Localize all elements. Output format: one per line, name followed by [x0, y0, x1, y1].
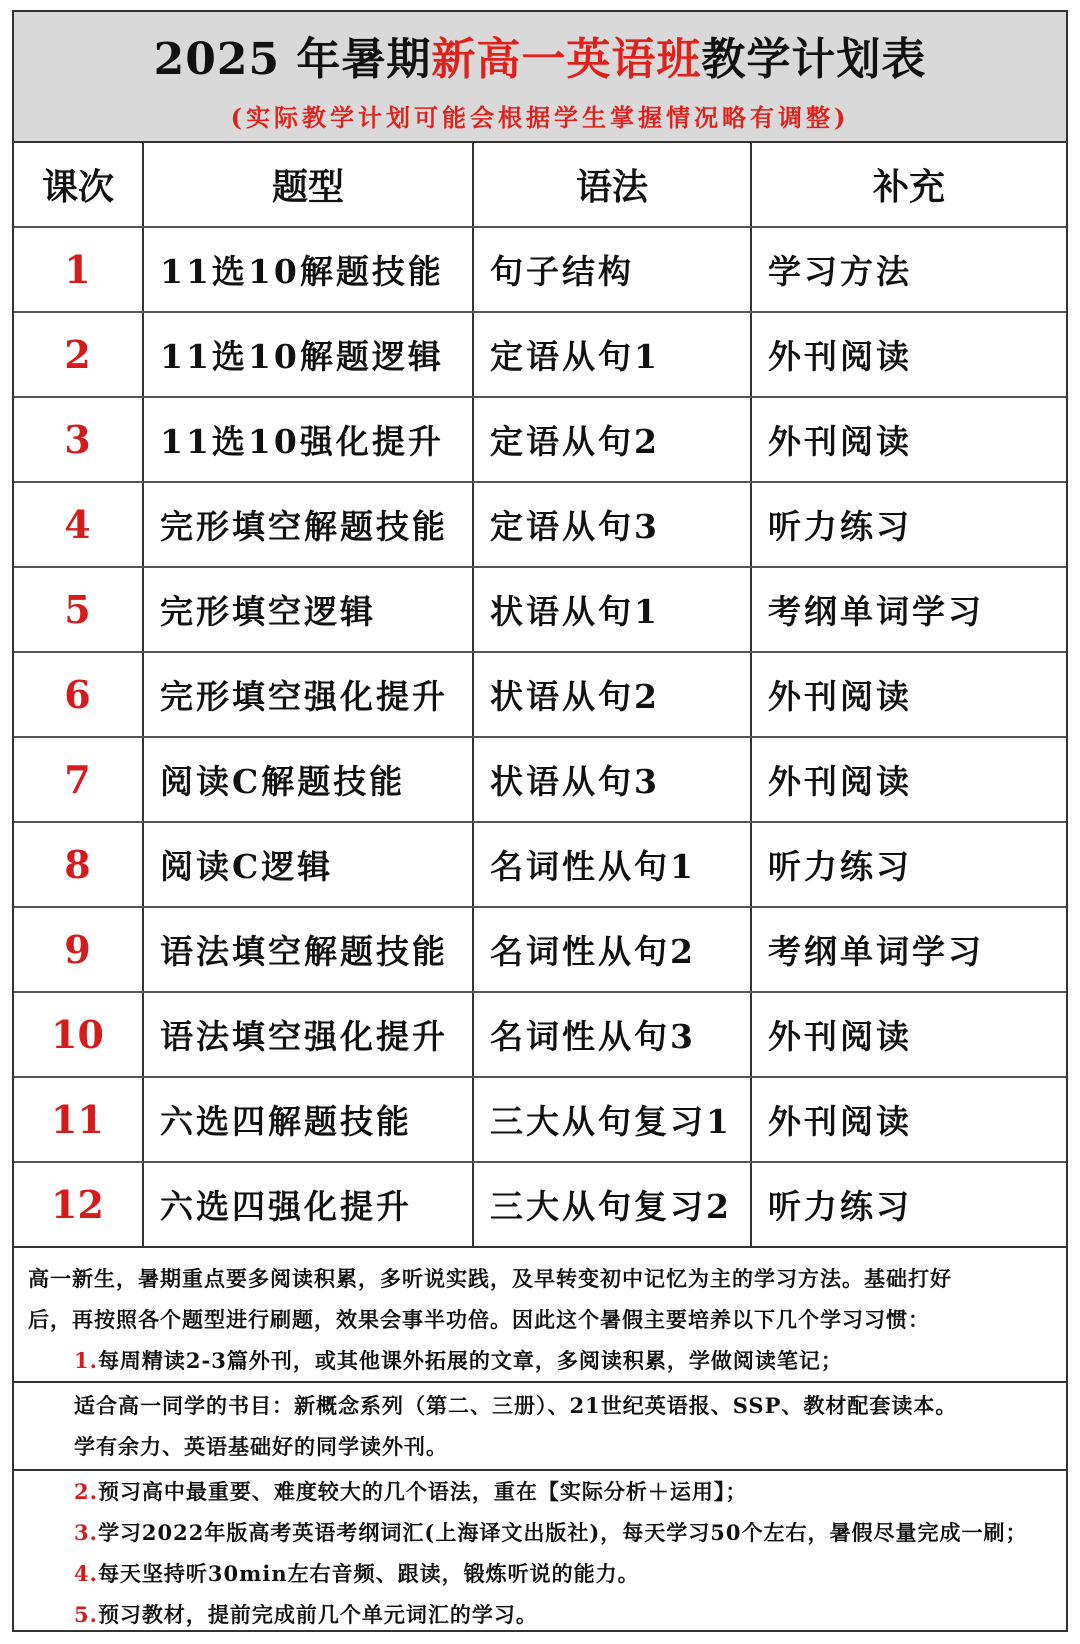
question-type-cell: 阅读C逻辑	[143, 822, 473, 907]
column-header: 题型	[143, 143, 473, 227]
question-type-cell: 完形填空逻辑	[143, 567, 473, 652]
grammar-cell: 定语从句2	[473, 397, 751, 482]
plan-table	[14, 143, 1066, 1248]
question-type-cell: 语法填空强化提升	[143, 992, 473, 1077]
table-row	[14, 1162, 1066, 1247]
grammar-cell: 状语从句1	[473, 567, 751, 652]
grammar-cell: 状语从句2	[473, 652, 751, 737]
table-row	[14, 312, 1066, 397]
books-line: 学有余力、英语基础好的同学读外刊。	[74, 1434, 448, 1459]
grammar-cell: 三大从句复习1	[473, 1077, 751, 1162]
plan-sheet	[12, 10, 1068, 1632]
table-row	[14, 1077, 1066, 1162]
title-suffix: 教学计划表	[701, 34, 927, 85]
supplement-cell: 学习方法	[751, 227, 1066, 312]
question-type-cell: 11选10解题技能	[143, 227, 473, 312]
list-item: 1.每周精读2-3篇外刊，或其他课外拓展的文章，多阅读积累，学做阅读笔记；	[74, 1348, 843, 1373]
table-row	[14, 227, 1066, 312]
question-type-cell: 阅读C解题技能	[143, 737, 473, 822]
table-row	[14, 652, 1066, 737]
lesson-number-cell: 3	[14, 397, 143, 482]
question-type-cell: 六选四解题技能	[143, 1077, 473, 1162]
lesson-number-cell: 6	[14, 652, 143, 737]
question-type-cell: 11选10解题逻辑	[143, 312, 473, 397]
list-item: 4.每天坚持听30min左右音频、跟读，锻炼听说的能力。	[74, 1561, 640, 1586]
supplement-cell: 听力练习	[751, 822, 1066, 907]
grammar-cell: 名词性从句3	[473, 992, 751, 1077]
supplement-cell: 考纲单词学习	[751, 567, 1066, 652]
supplement-cell: 外刊阅读	[751, 652, 1066, 737]
table-header-row	[14, 143, 1066, 227]
question-type-cell: 完形填空强化提升	[143, 652, 473, 737]
list-item: 3.学习2022年版高考英语考纲词汇(上海译文出版社)，每天学习50个左右，暑假尽量完成一刷；	[74, 1520, 1028, 1545]
column-header: 课次	[14, 143, 143, 227]
question-type-cell: 六选四强化提升	[143, 1162, 473, 1247]
title-highlight: 新高一英语班	[431, 34, 702, 85]
lesson-number-cell: 2	[14, 312, 143, 397]
question-type-cell: 语法填空解题技能	[143, 907, 473, 992]
table-row	[14, 737, 1066, 822]
grammar-cell: 名词性从句1	[473, 822, 751, 907]
intro-line: 后，再按照各个题型进行刷题，效果会事半功倍。因此这个暑假主要培养以下几个学习习惯：	[28, 1307, 930, 1332]
supplement-cell: 听力练习	[751, 482, 1066, 567]
page-title	[14, 12, 1066, 88]
header	[14, 12, 1066, 143]
intro-line: 高一新生，暑期重点要多阅读积累，多听说实践，及早转变初中记忆为主的学习方法。基础打好	[28, 1266, 952, 1291]
lesson-number-cell: 9	[14, 907, 143, 992]
book-recommendation-box	[12, 1381, 1068, 1471]
books-line: 适合高一同学的书目：新概念系列（第二、三册）、21世纪英语报、SSP、教材配套读本。	[74, 1393, 958, 1418]
lesson-number-cell: 7	[14, 737, 143, 822]
supplement-cell: 外刊阅读	[751, 397, 1066, 482]
supplement-cell: 外刊阅读	[751, 1077, 1066, 1162]
table-row	[14, 397, 1066, 482]
supplement-cell: 外刊阅读	[751, 737, 1066, 822]
list-item: 2.预习高中最重要、难度较大的几个语法，重在【实际分析＋运用】；	[74, 1479, 748, 1504]
table-row	[14, 907, 1066, 992]
grammar-cell: 名词性从句2	[473, 907, 751, 992]
plan-table-body	[14, 227, 1066, 1247]
question-type-cell: 11选10强化提升	[143, 397, 473, 482]
notes-section	[14, 1248, 1066, 1635]
lesson-number-cell: 10	[14, 992, 143, 1077]
supplement-cell: 外刊阅读	[751, 312, 1066, 397]
supplement-cell: 听力练习	[751, 1162, 1066, 1247]
grammar-cell: 三大从句复习2	[473, 1162, 751, 1247]
supplement-cell: 外刊阅读	[751, 992, 1066, 1077]
table-row	[14, 992, 1066, 1077]
subtitle: (实际教学计划可能会根据学生掌握情况略有调整)	[230, 103, 850, 132]
lesson-number-cell: 1	[14, 227, 143, 312]
table-row	[14, 482, 1066, 567]
grammar-cell: 状语从句3	[473, 737, 751, 822]
grammar-cell: 句子结构	[473, 227, 751, 312]
table-row	[14, 822, 1066, 907]
column-header: 语法	[473, 143, 751, 227]
lesson-number-cell: 5	[14, 567, 143, 652]
question-type-cell: 完形填空解题技能	[143, 482, 473, 567]
table-row	[14, 567, 1066, 652]
lesson-number-cell: 12	[14, 1162, 143, 1247]
lesson-number-cell: 11	[14, 1077, 143, 1162]
title-prefix: 2025 年暑期	[153, 34, 432, 85]
lesson-number-cell: 4	[14, 482, 143, 567]
grammar-cell: 定语从句3	[473, 482, 751, 567]
lesson-number-cell: 8	[14, 822, 143, 907]
column-header: 补充	[751, 143, 1066, 227]
supplement-cell: 考纲单词学习	[751, 907, 1066, 992]
list-item: 5.预习教材，提前完成前几个单元词汇的学习。	[74, 1602, 538, 1627]
grammar-cell: 定语从句1	[473, 312, 751, 397]
